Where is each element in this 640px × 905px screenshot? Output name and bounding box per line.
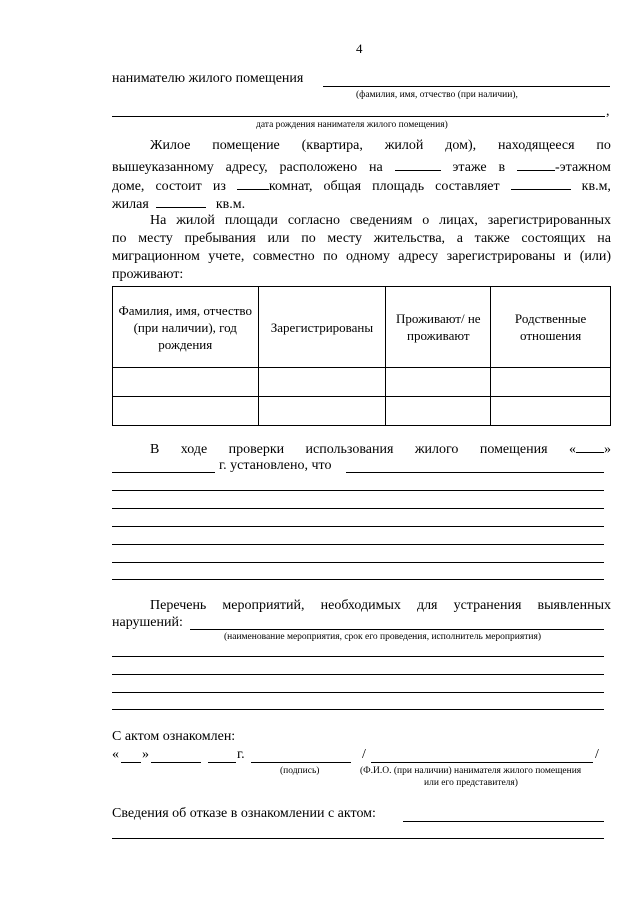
premises-word: вышеуказанному xyxy=(112,160,214,175)
table-cell[interactable] xyxy=(258,397,386,426)
name-hint-1: (Ф.И.О. (при наличии) нанимателя жилого помещения xyxy=(360,766,582,776)
premises-word: комнат, xyxy=(268,179,313,194)
premises-word: по xyxy=(596,138,611,153)
refusal-line[interactable] xyxy=(403,821,604,822)
premises-word: Жилое xyxy=(150,138,191,153)
premises-word: этаже xyxy=(452,160,487,175)
living-area-field[interactable] xyxy=(156,193,206,208)
signature-hint: (подпись) xyxy=(280,766,320,776)
inspection-result-line[interactable] xyxy=(112,526,604,527)
premises-word: состоит xyxy=(155,179,202,194)
col-header-registered: Зарегистрированы xyxy=(258,287,386,368)
premises-word: адресу, xyxy=(225,160,268,175)
col-header-name: Фамилия, имя, отчество (при наличии), год рождения xyxy=(113,287,259,368)
ack-slash-left: / xyxy=(362,747,366,762)
total-area-field[interactable] xyxy=(511,175,571,190)
premises-word: (квартира, xyxy=(301,138,363,153)
inspection-word: проверки xyxy=(228,442,285,457)
table-cell[interactable] xyxy=(386,397,491,426)
tenant-name-line[interactable] xyxy=(323,86,610,87)
table-cell[interactable] xyxy=(491,397,611,426)
residents-line-2: по месту пребывания или по месту жительства, а также состоящих на xyxy=(112,231,611,246)
premises-word: дом), xyxy=(445,138,477,153)
inspection-month-field[interactable] xyxy=(112,472,215,473)
inspection-established-label: г. установлено, что xyxy=(219,458,332,473)
floors-total-field[interactable] xyxy=(517,156,555,171)
premises-word: на xyxy=(368,160,383,175)
table-header-row xyxy=(113,287,611,368)
residents-line-3: миграционном учете, совместно по одному адресу зарегистрированы и (или) xyxy=(112,249,611,264)
inspection-day-field[interactable] xyxy=(576,438,604,453)
tenant-dob-hint: дата рождения нанимателя жилого помещения) xyxy=(256,120,448,130)
name-field[interactable] xyxy=(371,762,593,763)
premises-word: кв.м. xyxy=(215,197,246,212)
inspection-result-line[interactable] xyxy=(112,544,604,545)
residents-table xyxy=(112,286,611,426)
table-cell[interactable] xyxy=(113,368,259,397)
inspection-result-line[interactable] xyxy=(112,490,604,491)
measures-line-2: нарушений: xyxy=(112,615,183,630)
premises-word: помещение xyxy=(212,138,280,153)
ack-month-field[interactable] xyxy=(151,762,201,763)
premises-word: доме, xyxy=(112,179,145,194)
measures-line[interactable] xyxy=(112,709,604,710)
table-cell[interactable] xyxy=(386,368,491,397)
inspection-result-line[interactable] xyxy=(112,579,604,580)
acknowledgment-label: С актом ознакомлен: xyxy=(112,729,236,744)
premises-line-2 xyxy=(112,156,611,177)
premises-word: общая xyxy=(323,179,362,194)
col-header-living: Проживают/ не проживают xyxy=(386,287,491,368)
table-cell[interactable] xyxy=(491,368,611,397)
inspection-word: ходе xyxy=(180,442,208,457)
premises-word: площадь xyxy=(372,179,425,194)
measures-line[interactable] xyxy=(112,674,604,675)
tenant-label: нанимателю жилого помещения xyxy=(112,71,304,86)
tenant-dob-line[interactable] xyxy=(112,116,605,117)
measures-hint: (наименование мероприятия, срок его проведения, исполнитель мероприятия) xyxy=(224,632,541,642)
inspection-result-line[interactable] xyxy=(346,472,604,473)
measures-line[interactable] xyxy=(112,656,604,657)
inspection-word: В xyxy=(150,442,160,457)
name-hint-2: или его представителя) xyxy=(424,778,518,788)
premises-word: -этажном xyxy=(554,160,611,175)
refusal-label: Сведения об отказе в ознакомлении с актом: xyxy=(112,806,376,821)
table-cell[interactable] xyxy=(113,397,259,426)
signature-field[interactable] xyxy=(251,762,351,763)
ack-quote-open: « xyxy=(112,747,119,762)
rooms-field[interactable] xyxy=(237,175,269,190)
quote-close: » xyxy=(603,442,611,457)
table-cell[interactable] xyxy=(258,368,386,397)
page-number: 4 xyxy=(356,41,363,56)
premises-word: из xyxy=(212,179,226,194)
tenant-name-hint: (фамилия, имя, отчество (при наличии), xyxy=(356,90,518,100)
ack-year-field[interactable] xyxy=(208,762,236,763)
refusal-line[interactable] xyxy=(112,838,604,839)
premises-word: расположено xyxy=(279,160,358,175)
quote-open: « xyxy=(568,442,576,457)
measures-line[interactable] xyxy=(112,692,604,693)
col-header-relation: Родственные отношения xyxy=(491,287,611,368)
residents-line-4: проживают: xyxy=(112,267,184,282)
premises-word: находящееся xyxy=(498,138,575,153)
premises-word: в xyxy=(498,160,506,175)
premises-word: жилая xyxy=(112,197,149,212)
table-row xyxy=(113,397,611,426)
ack-year-suffix: г. xyxy=(237,747,245,762)
premises-line-4 xyxy=(112,193,245,214)
measures-line-1: Перечень мероприятий, необходимых для устранения выявленных xyxy=(150,598,611,613)
inspection-result-line[interactable] xyxy=(112,508,604,509)
premises-word: кв.м, xyxy=(581,179,611,194)
inspection-word: жилого xyxy=(414,442,459,457)
premises-word: жилой xyxy=(384,138,424,153)
premises-word: составляет xyxy=(435,179,500,194)
inspection-word: использования xyxy=(305,442,394,457)
ack-quote-close: » xyxy=(142,747,149,762)
measures-line[interactable] xyxy=(190,629,604,630)
inspection-line-1 xyxy=(150,438,611,459)
residents-line-1: На жилой площади согласно сведениям о лицах, зарегистрированных xyxy=(150,213,611,228)
inspection-word: помещения xyxy=(479,442,548,457)
premises-line-1 xyxy=(150,137,611,155)
ack-day-field[interactable] xyxy=(121,762,141,763)
floor-field[interactable] xyxy=(395,156,441,171)
tenant-dob-comma: , xyxy=(606,104,610,119)
table-row xyxy=(113,368,611,397)
inspection-result-line[interactable] xyxy=(112,562,604,563)
ack-slash-right: / xyxy=(595,747,599,762)
